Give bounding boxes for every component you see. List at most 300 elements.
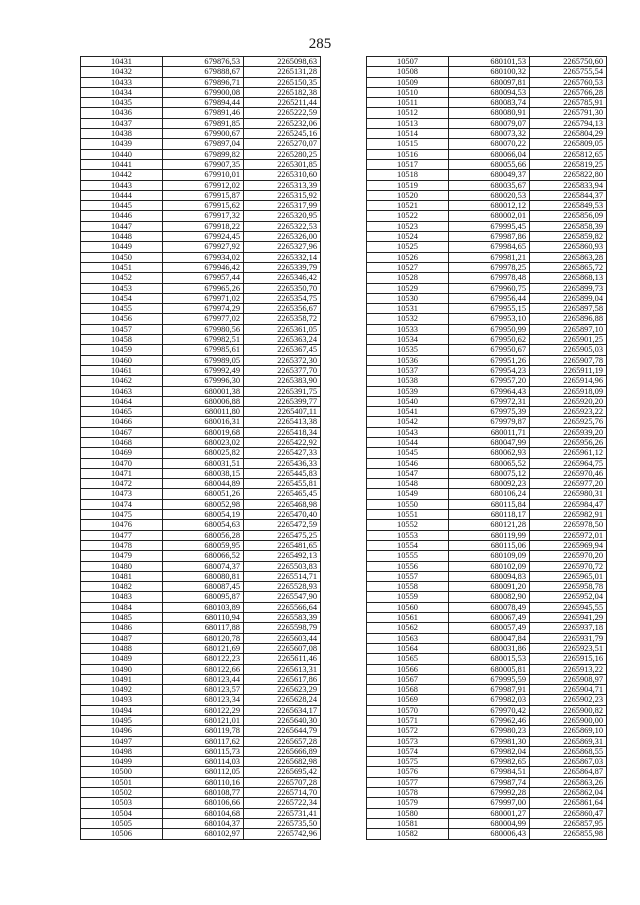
table-row <box>367 365 607 375</box>
table-row <box>367 129 607 139</box>
table-row <box>81 540 321 550</box>
table-row <box>81 623 321 633</box>
table-row <box>81 613 321 623</box>
y-coordinate: 2265346,42 <box>244 273 321 283</box>
x-coordinate: 679987,86 <box>449 232 530 242</box>
table-row <box>81 489 321 499</box>
table-row <box>367 283 607 293</box>
x-coordinate: 680106,24 <box>449 489 530 499</box>
x-coordinate: 679987,74 <box>449 777 530 787</box>
y-coordinate: 2265222,59 <box>244 108 321 118</box>
point-number: 10545 <box>367 448 449 458</box>
point-number: 10460 <box>81 355 163 365</box>
y-coordinate: 2265911,19 <box>530 365 607 375</box>
y-coordinate: 2265819,25 <box>530 159 607 169</box>
x-coordinate: 679894,44 <box>163 98 244 108</box>
x-coordinate: 679927,92 <box>163 242 244 252</box>
table-row <box>81 262 321 272</box>
x-coordinate: 680074,37 <box>163 561 244 571</box>
point-number: 10459 <box>81 345 163 355</box>
x-coordinate: 679957,20 <box>449 376 530 386</box>
point-number: 10516 <box>367 149 449 159</box>
y-coordinate: 2265865,72 <box>530 262 607 272</box>
y-coordinate: 2265868,13 <box>530 273 607 283</box>
x-coordinate: 680002,01 <box>449 211 530 221</box>
point-number: 10486 <box>81 623 163 633</box>
point-number: 10458 <box>81 335 163 345</box>
y-coordinate: 2265941,29 <box>530 613 607 623</box>
y-coordinate: 2265915,16 <box>530 654 607 664</box>
y-coordinate: 2265931,79 <box>530 633 607 643</box>
point-number: 10477 <box>81 530 163 540</box>
table-row <box>367 479 607 489</box>
point-number: 10561 <box>367 613 449 623</box>
point-number: 10511 <box>367 98 449 108</box>
table-row <box>81 746 321 756</box>
x-coordinate: 679888,67 <box>163 67 244 77</box>
x-coordinate: 680104,68 <box>163 808 244 818</box>
y-coordinate: 2265952,04 <box>530 592 607 602</box>
table-row <box>81 211 321 221</box>
x-coordinate: 680012,12 <box>449 201 530 211</box>
table-row <box>81 551 321 561</box>
table-row <box>81 499 321 509</box>
point-number: 10541 <box>367 407 449 417</box>
table-row <box>367 242 607 252</box>
y-coordinate: 2265925,76 <box>530 417 607 427</box>
x-coordinate: 680059,95 <box>163 540 244 550</box>
point-number: 10544 <box>367 437 449 447</box>
point-number: 10551 <box>367 510 449 520</box>
y-coordinate: 2265445,83 <box>244 468 321 478</box>
y-coordinate: 2265468,98 <box>244 499 321 509</box>
y-coordinate: 2265528,93 <box>244 582 321 592</box>
x-coordinate: 680038,15 <box>163 468 244 478</box>
y-coordinate: 2265766,28 <box>530 87 607 97</box>
table-row <box>367 67 607 77</box>
point-number: 10461 <box>81 365 163 375</box>
y-coordinate: 2265902,23 <box>530 695 607 705</box>
x-coordinate: 679956,44 <box>449 293 530 303</box>
y-coordinate: 2265914,96 <box>530 376 607 386</box>
table-row <box>81 242 321 252</box>
x-coordinate: 680123,57 <box>163 685 244 695</box>
table-row <box>367 170 607 180</box>
point-number: 10501 <box>81 777 163 787</box>
y-coordinate: 2265583,39 <box>244 613 321 623</box>
point-number: 10446 <box>81 211 163 221</box>
point-number: 10492 <box>81 685 163 695</box>
y-coordinate: 2265742,96 <box>244 829 321 839</box>
point-number: 10573 <box>367 736 449 746</box>
x-coordinate: 680118,17 <box>449 510 530 520</box>
y-coordinate: 2265503,83 <box>244 561 321 571</box>
y-coordinate: 2265211,44 <box>244 98 321 108</box>
table-row <box>81 736 321 746</box>
y-coordinate: 2265970,20 <box>530 551 607 561</box>
x-coordinate: 679975,39 <box>449 407 530 417</box>
y-coordinate: 2265861,64 <box>530 798 607 808</box>
y-coordinate: 2265901,25 <box>530 335 607 345</box>
point-number: 10520 <box>367 190 449 200</box>
point-number: 10434 <box>81 87 163 97</box>
table-row <box>367 273 607 283</box>
y-coordinate: 2265475,25 <box>244 530 321 540</box>
table-row <box>367 314 607 324</box>
y-coordinate: 2265313,39 <box>244 180 321 190</box>
point-number: 10571 <box>367 716 449 726</box>
y-coordinate: 2265722,34 <box>244 798 321 808</box>
x-coordinate: 679910,01 <box>163 170 244 180</box>
point-number: 10566 <box>367 664 449 674</box>
point-number: 10440 <box>81 149 163 159</box>
point-number: 10499 <box>81 757 163 767</box>
x-coordinate: 679996,30 <box>163 376 244 386</box>
x-coordinate: 679907,35 <box>163 159 244 169</box>
point-number: 10567 <box>367 674 449 684</box>
y-coordinate: 2265918,09 <box>530 386 607 396</box>
x-coordinate: 679971,02 <box>163 293 244 303</box>
x-coordinate: 679985,61 <box>163 345 244 355</box>
point-number: 10515 <box>367 139 449 149</box>
y-coordinate: 2265131,28 <box>244 67 321 77</box>
table-row <box>367 582 607 592</box>
x-coordinate: 680075,12 <box>449 468 530 478</box>
x-coordinate: 679974,29 <box>163 304 244 314</box>
table-row <box>367 788 607 798</box>
table-row <box>367 571 607 581</box>
x-coordinate: 680115,84 <box>449 499 530 509</box>
point-number: 10484 <box>81 602 163 612</box>
table-row <box>367 427 607 437</box>
x-coordinate: 680119,99 <box>449 530 530 540</box>
y-coordinate: 2265980,31 <box>530 489 607 499</box>
table-row <box>81 98 321 108</box>
point-number: 10552 <box>367 520 449 530</box>
page-number: 285 <box>308 36 332 52</box>
point-number: 10479 <box>81 551 163 561</box>
table-row <box>367 190 607 200</box>
point-number: 10560 <box>367 602 449 612</box>
point-number: 10481 <box>81 571 163 581</box>
table-row <box>367 716 607 726</box>
x-coordinate: 679951,26 <box>449 355 530 365</box>
point-number: 10554 <box>367 540 449 550</box>
point-number: 10564 <box>367 643 449 653</box>
table-row <box>367 376 607 386</box>
x-coordinate: 679957,44 <box>163 273 244 283</box>
point-number: 10558 <box>367 582 449 592</box>
table-row <box>367 345 607 355</box>
x-coordinate: 680004,99 <box>449 818 530 828</box>
y-coordinate: 2265897,58 <box>530 304 607 314</box>
y-coordinate: 2265785,91 <box>530 98 607 108</box>
point-number: 10469 <box>81 448 163 458</box>
x-coordinate: 680110,16 <box>163 777 244 787</box>
point-number: 10442 <box>81 170 163 180</box>
x-coordinate: 680092,23 <box>449 479 530 489</box>
table-row <box>81 808 321 818</box>
point-number: 10568 <box>367 685 449 695</box>
point-number: 10550 <box>367 499 449 509</box>
point-number: 10432 <box>81 67 163 77</box>
x-coordinate: 679984,65 <box>449 242 530 252</box>
point-number: 10502 <box>81 788 163 798</box>
table-row <box>367 396 607 406</box>
y-coordinate: 2265327,96 <box>244 242 321 252</box>
x-coordinate: 680122,29 <box>163 705 244 715</box>
y-coordinate: 2265833,94 <box>530 180 607 190</box>
y-coordinate: 2265150,35 <box>244 77 321 87</box>
x-coordinate: 680055,66 <box>449 159 530 169</box>
y-coordinate: 2265354,75 <box>244 293 321 303</box>
point-number: 10468 <box>81 437 163 447</box>
point-number: 10532 <box>367 314 449 324</box>
table-row <box>367 530 607 540</box>
point-number: 10543 <box>367 427 449 437</box>
table-row <box>81 829 321 839</box>
x-coordinate: 679899,82 <box>163 149 244 159</box>
table-row <box>367 221 607 231</box>
x-coordinate: 679980,56 <box>163 324 244 334</box>
x-coordinate: 680112,05 <box>163 767 244 777</box>
table-row <box>81 602 321 612</box>
table-row <box>367 633 607 643</box>
table-row <box>367 211 607 221</box>
y-coordinate: 2265232,06 <box>244 118 321 128</box>
x-coordinate: 680082,90 <box>449 592 530 602</box>
point-number: 10464 <box>81 396 163 406</box>
point-number: 10517 <box>367 159 449 169</box>
table-row <box>367 437 607 447</box>
table-row <box>367 540 607 550</box>
table-row <box>81 520 321 530</box>
point-number: 10508 <box>367 67 449 77</box>
x-coordinate: 680115,06 <box>449 540 530 550</box>
table-row <box>81 365 321 375</box>
y-coordinate: 2265970,72 <box>530 561 607 571</box>
table-row <box>367 180 607 190</box>
table-row <box>81 324 321 334</box>
point-number: 10579 <box>367 798 449 808</box>
point-number: 10565 <box>367 654 449 664</box>
y-coordinate: 2265859,82 <box>530 232 607 242</box>
table-row <box>367 386 607 396</box>
table-row <box>81 695 321 705</box>
y-coordinate: 2265310,60 <box>244 170 321 180</box>
x-coordinate: 679978,25 <box>449 262 530 272</box>
table-row <box>367 551 607 561</box>
x-coordinate: 679896,71 <box>163 77 244 87</box>
point-number: 10525 <box>367 242 449 252</box>
point-number: 10483 <box>81 592 163 602</box>
point-number: 10534 <box>367 335 449 345</box>
table-row <box>367 602 607 612</box>
x-coordinate: 679982,51 <box>163 335 244 345</box>
table-row <box>81 726 321 736</box>
x-coordinate: 679970,42 <box>449 705 530 715</box>
x-coordinate: 679955,15 <box>449 304 530 314</box>
x-coordinate: 680119,78 <box>163 726 244 736</box>
point-number: 10549 <box>367 489 449 499</box>
y-coordinate: 2265908,97 <box>530 674 607 684</box>
point-number: 10555 <box>367 551 449 561</box>
x-coordinate: 680100,32 <box>449 67 530 77</box>
y-coordinate: 2265899,04 <box>530 293 607 303</box>
point-number: 10539 <box>367 386 449 396</box>
point-number: 10569 <box>367 695 449 705</box>
point-number: 10437 <box>81 118 163 128</box>
y-coordinate: 2265860,93 <box>530 242 607 252</box>
table-row <box>81 180 321 190</box>
point-number: 10467 <box>81 427 163 437</box>
table-row <box>81 232 321 242</box>
x-coordinate: 680091,20 <box>449 582 530 592</box>
table-row <box>81 571 321 581</box>
y-coordinate: 2265566,64 <box>244 602 321 612</box>
y-coordinate: 2265863,26 <box>530 777 607 787</box>
point-number: 10482 <box>81 582 163 592</box>
y-coordinate: 2265867,03 <box>530 757 607 767</box>
table-row <box>81 159 321 169</box>
y-coordinate: 2265607,08 <box>244 643 321 653</box>
x-coordinate: 680121,01 <box>163 716 244 726</box>
x-coordinate: 680104,37 <box>163 818 244 828</box>
point-number: 10448 <box>81 232 163 242</box>
y-coordinate: 2265907,78 <box>530 355 607 365</box>
point-number: 10478 <box>81 540 163 550</box>
table-row <box>81 201 321 211</box>
y-coordinate: 2265182,38 <box>244 87 321 97</box>
x-coordinate: 680025,82 <box>163 448 244 458</box>
y-coordinate: 2265923,51 <box>530 643 607 653</box>
y-coordinate: 2265598,79 <box>244 623 321 633</box>
y-coordinate: 2265326,00 <box>244 232 321 242</box>
coordinates-table-right <box>366 56 607 840</box>
table-row <box>367 448 607 458</box>
table-row <box>367 335 607 345</box>
table-row <box>367 407 607 417</box>
point-number: 10570 <box>367 705 449 715</box>
table-row <box>367 736 607 746</box>
y-coordinate: 2265900,00 <box>530 716 607 726</box>
y-coordinate: 2265855,98 <box>530 829 607 839</box>
table-row <box>81 582 321 592</box>
point-number: 10496 <box>81 726 163 736</box>
y-coordinate: 2265904,71 <box>530 685 607 695</box>
y-coordinate: 2265822,80 <box>530 170 607 180</box>
table-row <box>81 767 321 777</box>
y-coordinate: 2265270,07 <box>244 139 321 149</box>
y-coordinate: 2265623,29 <box>244 685 321 695</box>
y-coordinate: 2265427,33 <box>244 448 321 458</box>
x-coordinate: 680117,88 <box>163 623 244 633</box>
point-number: 10533 <box>367 324 449 334</box>
table-row <box>81 314 321 324</box>
table-row <box>81 818 321 828</box>
y-coordinate: 2265245,16 <box>244 129 321 139</box>
point-number: 10436 <box>81 108 163 118</box>
point-number: 10439 <box>81 139 163 149</box>
x-coordinate: 679977,02 <box>163 314 244 324</box>
table-row <box>367 695 607 705</box>
y-coordinate: 2265470,40 <box>244 510 321 520</box>
y-coordinate: 2265361,05 <box>244 324 321 334</box>
x-coordinate: 680108,77 <box>163 788 244 798</box>
x-coordinate: 679965,26 <box>163 283 244 293</box>
table-row <box>81 448 321 458</box>
table-row <box>367 108 607 118</box>
table-row <box>367 664 607 674</box>
x-coordinate: 680122,66 <box>163 664 244 674</box>
table-row <box>81 561 321 571</box>
table-row <box>81 530 321 540</box>
point-number: 10431 <box>81 57 163 67</box>
y-coordinate: 2265978,50 <box>530 520 607 530</box>
y-coordinate: 2265869,31 <box>530 736 607 746</box>
y-coordinate: 2265383,90 <box>244 376 321 386</box>
table-row <box>367 592 607 602</box>
y-coordinate: 2265913,22 <box>530 664 607 674</box>
x-coordinate: 679978,48 <box>449 273 530 283</box>
table-row <box>367 757 607 767</box>
table-row <box>81 67 321 77</box>
point-number: 10435 <box>81 98 163 108</box>
point-number: 10456 <box>81 314 163 324</box>
y-coordinate: 2265750,60 <box>530 57 607 67</box>
table-row <box>367 252 607 262</box>
x-coordinate: 680057,49 <box>449 623 530 633</box>
table-row <box>367 705 607 715</box>
table-row <box>367 798 607 808</box>
x-coordinate: 680102,97 <box>163 829 244 839</box>
x-coordinate: 679953,10 <box>449 314 530 324</box>
x-coordinate: 680117,62 <box>163 736 244 746</box>
table-row <box>81 592 321 602</box>
x-coordinate: 679918,22 <box>163 221 244 231</box>
point-number: 10497 <box>81 736 163 746</box>
x-coordinate: 680001,27 <box>449 808 530 818</box>
y-coordinate: 2265514,71 <box>244 571 321 581</box>
table-row <box>367 674 607 684</box>
point-number: 10519 <box>367 180 449 190</box>
x-coordinate: 679984,51 <box>449 767 530 777</box>
y-coordinate: 2265356,67 <box>244 304 321 314</box>
point-number: 10580 <box>367 808 449 818</box>
x-coordinate: 679995,59 <box>449 674 530 684</box>
table-row <box>81 118 321 128</box>
y-coordinate: 2265422,92 <box>244 437 321 447</box>
point-number: 10507 <box>367 57 449 67</box>
point-number: 10538 <box>367 376 449 386</box>
x-coordinate: 680106,66 <box>163 798 244 808</box>
table-row <box>81 468 321 478</box>
point-number: 10523 <box>367 221 449 231</box>
table-row <box>81 345 321 355</box>
point-number: 10548 <box>367 479 449 489</box>
table-row <box>367 98 607 108</box>
point-number: 10504 <box>81 808 163 818</box>
y-coordinate: 2265666,89 <box>244 746 321 756</box>
x-coordinate: 680054,19 <box>163 510 244 520</box>
y-coordinate: 2265864,87 <box>530 767 607 777</box>
table-row <box>81 685 321 695</box>
x-coordinate: 680110,94 <box>163 613 244 623</box>
point-number: 10444 <box>81 190 163 200</box>
table-row <box>81 87 321 97</box>
table-row <box>367 613 607 623</box>
y-coordinate: 2265339,79 <box>244 262 321 272</box>
